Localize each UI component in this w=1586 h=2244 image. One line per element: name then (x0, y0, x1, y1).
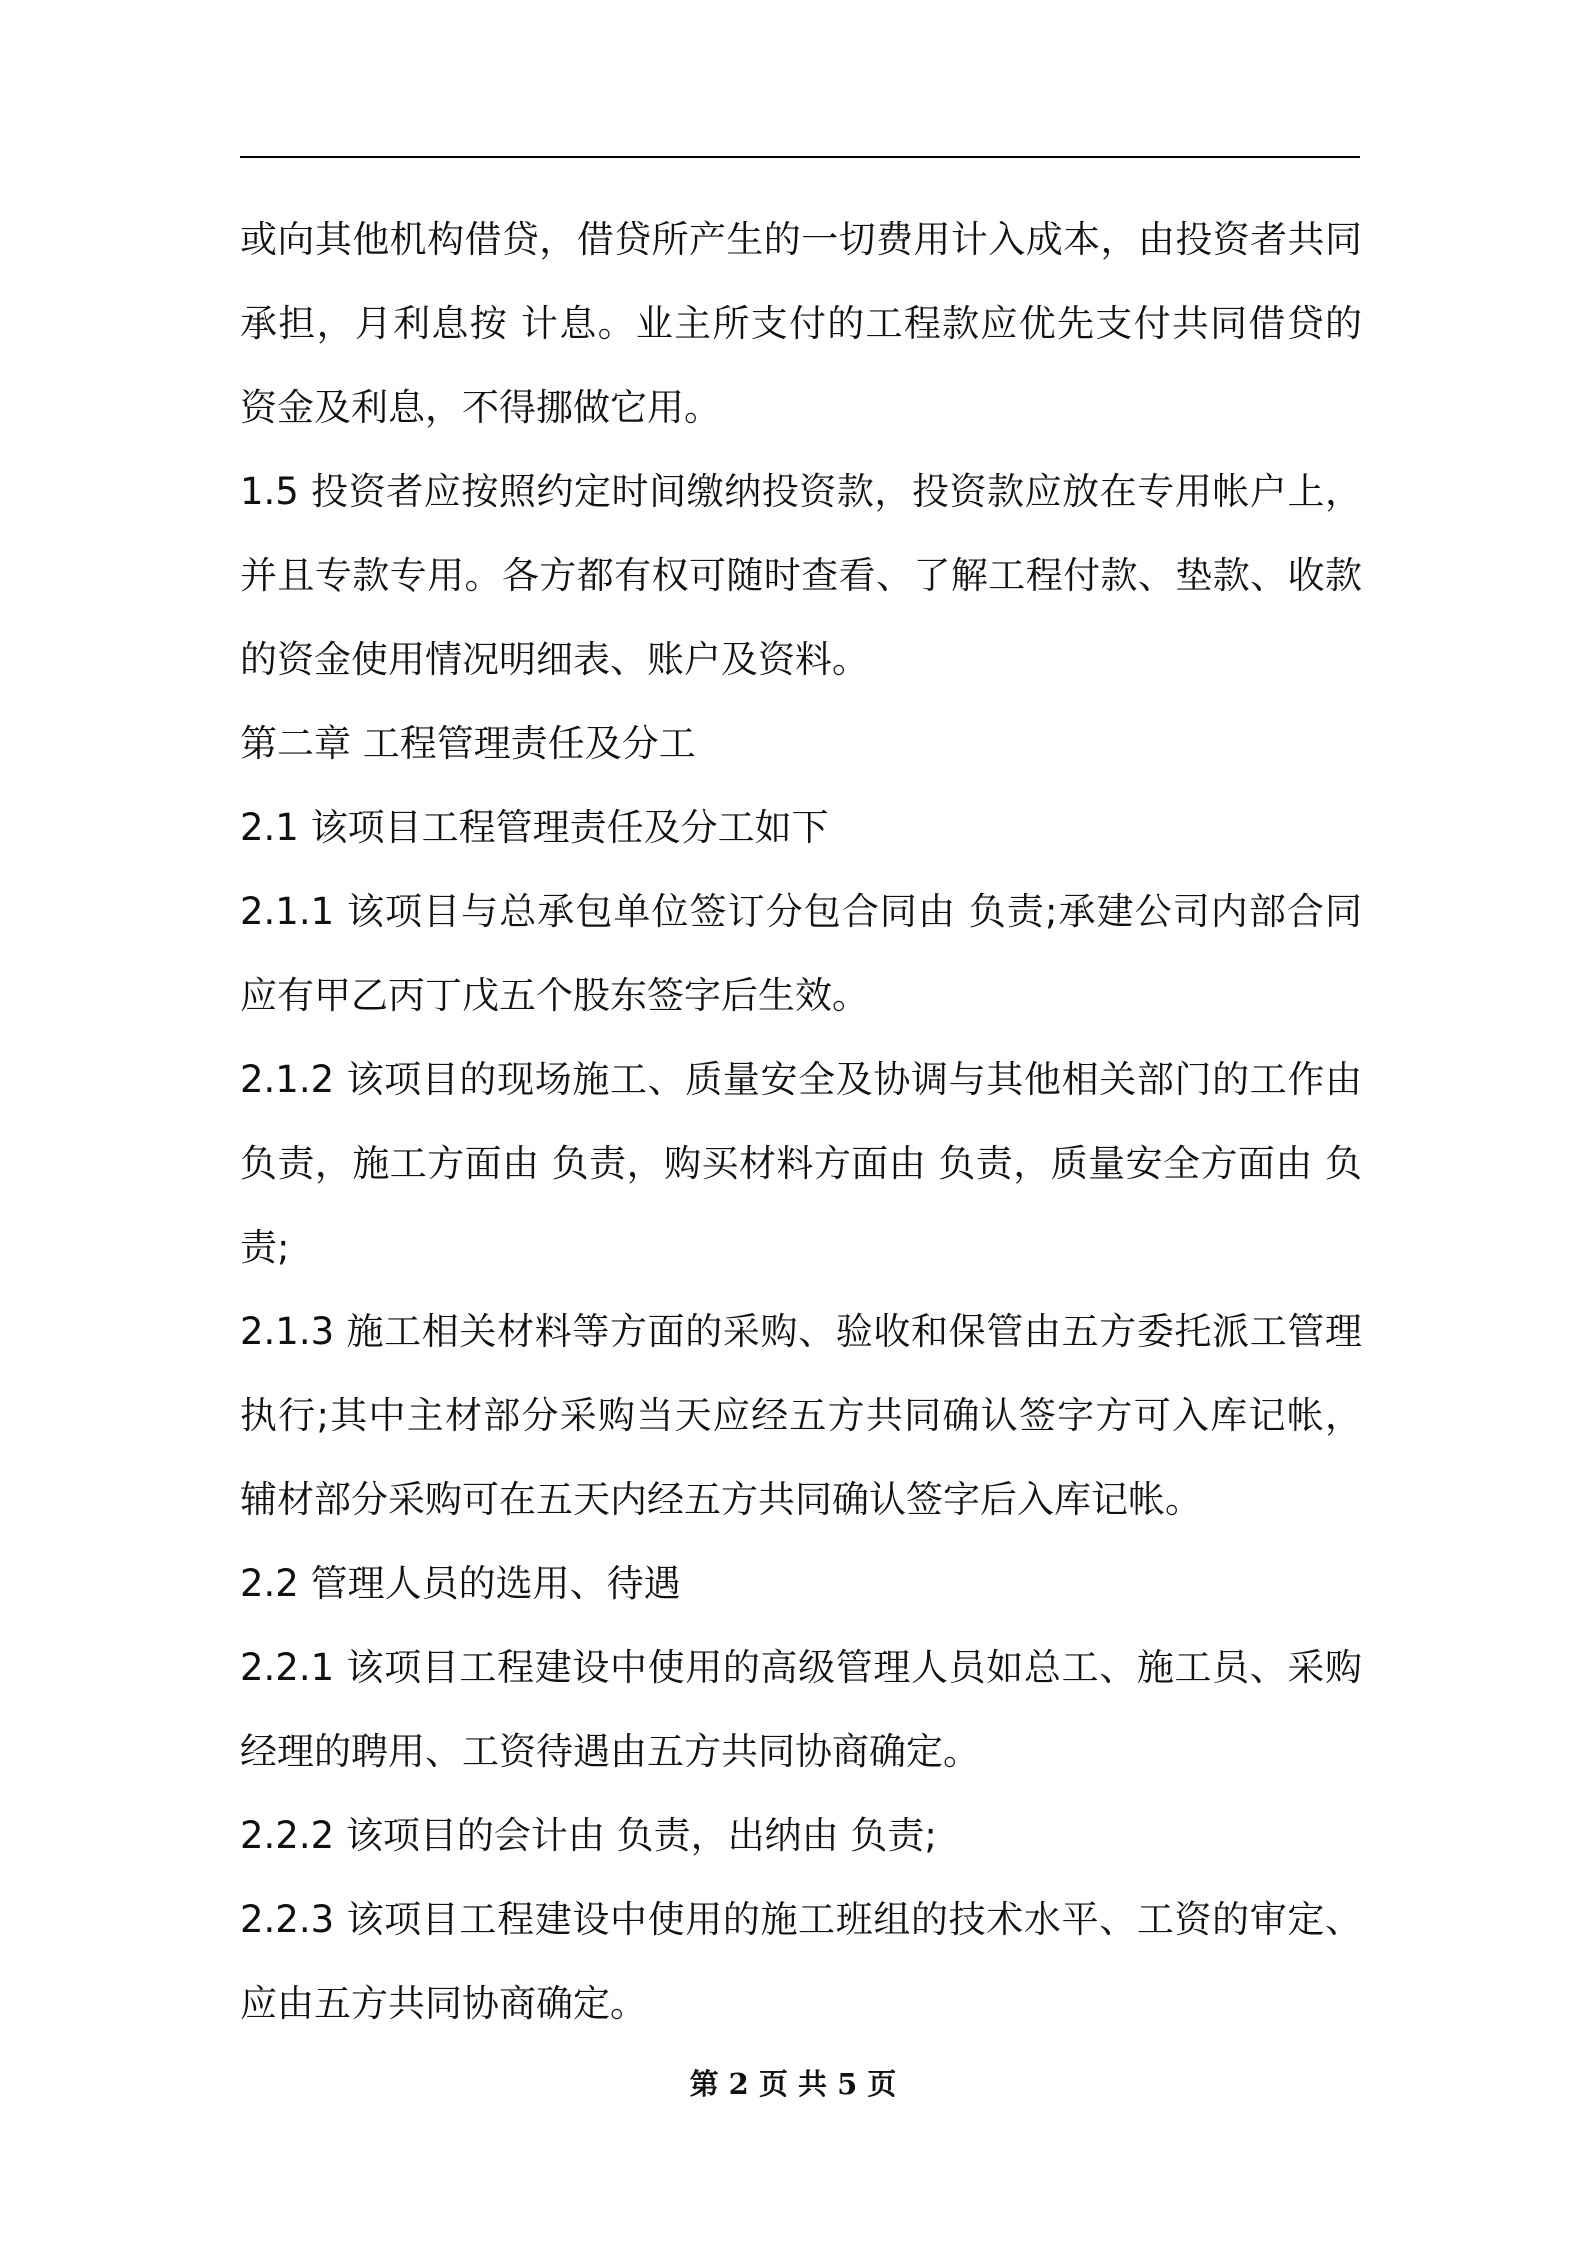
body-line: 负责，施工方面由 负责，购买材料方面由 负责，质量安全方面由 负 (240, 1142, 1362, 1185)
body-line: 资金及利息，不得挪做它用。 (240, 386, 721, 429)
body-line: 应有甲乙丙丁戊五个股东签字后生效。 (240, 974, 869, 1017)
body-line: 承担，月利息按 计息。业主所支付的工程款应优先支付共同借贷的 (240, 302, 1362, 345)
body-line: 执行;其中主材部分采购当天应经五方共同确认签字方可入库记帐， (240, 1394, 1362, 1437)
body-line: 2.1.2 该项目的现场施工、质量安全及协调与其他相关部门的工作由 (240, 1058, 1362, 1101)
body-line: 2.1.1 该项目与总承包单位签订分包合同由 负责;承建公司内部合同 (240, 890, 1362, 933)
body-line: 2.2.1 该项目工程建设中使用的高级管理人员如总工、施工员、采购 (240, 1646, 1362, 1689)
body-line: 1.5 投资者应按照约定时间缴纳投资款，投资款应放在专用帐户上， (240, 470, 1362, 513)
header-rule (240, 156, 1360, 158)
body-line: 或向其他机构借贷，借贷所产生的一切费用计入成本，由投资者共同 (240, 218, 1362, 261)
body-line: 2.1.3 施工相关材料等方面的采购、验收和保管由五方委托派工管理 (240, 1310, 1362, 1353)
body-line: 2.2.3 该项目工程建设中使用的施工班组的技术水平、工资的审定、 (240, 1898, 1362, 1941)
body-line: 责; (240, 1226, 290, 1269)
page-number: 第 2 页 共 5 页 (689, 2067, 897, 2101)
body-line: 2.2.2 该项目的会计由 负责，出纳由 负责; (240, 1814, 937, 1857)
body-line: 的资金使用情况明细表、账户及资料。 (240, 638, 869, 681)
body-line: 辅材部分采购可在五天内经五方共同确认签字后入库记帐。 (240, 1478, 1202, 1521)
document-body (240, 198, 1362, 2046)
body-line: 应由五方共同协商确定。 (240, 1982, 647, 2025)
section-heading: 2.1 该项目工程管理责任及分工如下 (240, 806, 829, 849)
chapter-heading: 第二章 工程管理责任及分工 (240, 722, 696, 765)
section-heading: 2.2 管理人员的选用、待遇 (240, 1562, 681, 1605)
body-line: 并且专款专用。各方都有权可随时查看、了解工程付款、垫款、收款 (240, 554, 1362, 597)
body-line: 经理的聘用、工资待遇由五方共同协商确定。 (240, 1730, 980, 1773)
